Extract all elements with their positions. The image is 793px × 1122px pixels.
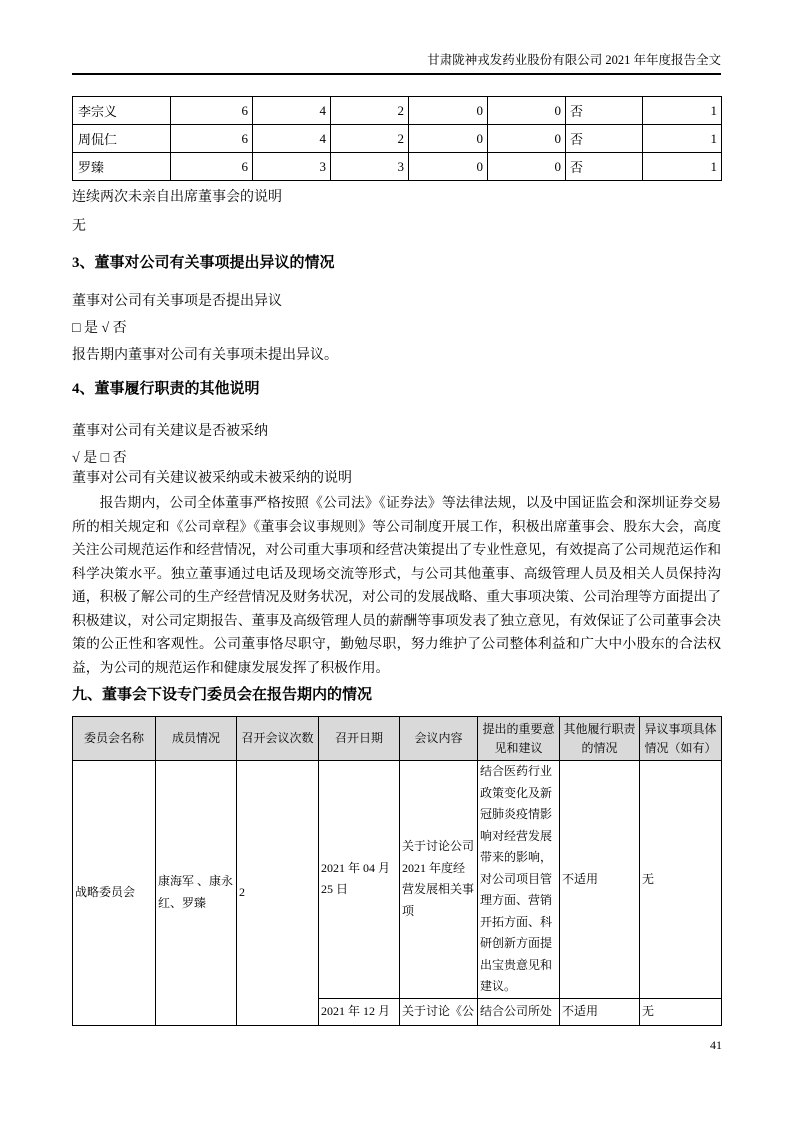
document-header-title: 甘肃陇神戎发药业股份有限公司 2021 年年度报告全文 [72,52,721,75]
committee-header-cell: 召开日期 [319,717,400,761]
section-heading-objection: 3、董事对公司有关事项提出异议的情况 [72,255,335,271]
attendance-cell: 4 [253,97,331,125]
meeting-opinions-cell: 结合医药行业政策变化及新冠肺炎疫情影响对经营发展带来的影响，对公司项目管理方面、营销开拓方面、科研创新方面提出宝贵意见和建议。 [478,761,560,999]
objection-checkbox-line: □ 是 √ 否 [72,321,127,336]
committee-members-cell: 康海军 、康永红、罗臻 [156,761,237,1026]
attendance-cell: 4 [253,125,331,153]
attendance-cell: 0 [488,153,566,181]
committee-header-cell: 召开会议次数 [237,717,319,761]
meeting-objection-cell: 无 [640,998,722,1025]
meeting-opinions-cell: 结合公司所处 [478,998,560,1025]
absence-note-label: 连续两次未亲自出席董事会的说明 [72,190,282,205]
meeting-content-cell: 关于讨论《公 [400,998,478,1025]
objection-statement: 报告期内董事对公司有关事项未提出异议。 [72,348,338,363]
table-row [73,125,722,153]
page-content [72,0,721,1026]
committee-name-cell: 战略委员会 [73,761,156,1026]
attendance-cell: 6 [171,153,253,181]
attendance-table [72,96,722,181]
attendance-cell: 2 [331,97,409,125]
page-number: 41 [710,1038,722,1052]
attendance-cell: 1 [643,97,722,125]
committee-header-cell: 异议事项具体情况（如有） [640,717,722,761]
committee-header-row [73,717,722,761]
meeting-date-cell: 2021 年 04 月 25 日 [319,761,400,999]
duty-checkbox-line: √ 是 □ 否 [72,451,127,466]
committee-header-cell: 提出的重要意见和建议 [478,717,560,761]
meeting-other-cell: 不适用 [560,998,640,1025]
section-heading-committee: 九、董事会下设专门委员会在报告期内的情况 [72,687,373,703]
attendance-cell: 0 [409,153,488,181]
committee-header-cell: 会议内容 [400,717,478,761]
attendance-cell: 否 [566,97,643,125]
committee-meeting-row [73,761,722,999]
attendance-cell: 0 [488,125,566,153]
attendance-cell: 0 [409,97,488,125]
committee-header-cell: 成员情况 [156,717,237,761]
duty-question: 董事对公司有关建议是否被采纳 [72,424,268,439]
table-row [73,97,722,125]
director-name-cell: 罗臻 [73,153,171,181]
meeting-content-cell: 关于讨论公司 2021 年度经营发展相关事项 [400,761,478,999]
attendance-cell: 3 [253,153,331,181]
attendance-cell: 1 [643,125,722,153]
meeting-count-cell: 2 [237,761,319,1026]
attendance-cell: 0 [488,97,566,125]
attendance-cell: 6 [171,125,253,153]
attendance-cell: 否 [566,153,643,181]
attendance-cell: 3 [331,153,409,181]
director-name-cell: 周侃仁 [73,125,171,153]
director-name-cell: 李宗义 [73,97,171,125]
duty-paragraph: 报告期内，公司全体董事严格按照《公司法》《证券法》等法律法规，以及中国证监会和深圳证券交易所的相关规定和《公司章程》《董事会议事规则》等公司制度开展工作，积极出席董事会、股东大会，高度关注公司规范运作和经营情况，对公司重大事项和经营决策提出了专业性意见，有效提高了公司规范运作和科学决策水平。独立董事通过电话及现场交流等形式，与公司其他董事、高级管理人员及相关人员保持沟通，积极了解公司的生产经营情况及财务状况，对公司的发展战略、重大事项决策、公司治理等方面提出了积极建议，对公司定期报告、董事及高级管理人员的薪酬等事项发表了独立意见，有效保证了公司董事会决策的公正性和客观性。公司董事恪尽职守，勤勉尽职，努力维护了公司整体利益和广大中小股东的合法权益，为公司的规范运作和健康发展发挥了积极作用。 [72,495,721,675]
section-heading-duty: 4、董事履行职责的其他说明 [72,381,260,397]
attendance-cell: 0 [409,125,488,153]
attendance-cell: 2 [331,125,409,153]
attendance-cell: 1 [643,153,722,181]
absence-note-value: 无 [72,219,86,234]
duty-sub-label: 董事对公司有关建议被采纳或未被采纳的说明 [72,471,352,486]
meeting-date-cell: 2021 年 12 月 [319,998,400,1025]
committee-table [72,716,722,1026]
meeting-objection-cell: 无 [640,761,722,999]
attendance-cell: 否 [566,125,643,153]
committee-header-cell: 委员会名称 [73,717,156,761]
committee-header-cell: 其他履行职责的情况 [560,717,640,761]
attendance-cell: 6 [171,97,253,125]
objection-question: 董事对公司有关事项是否提出异议 [72,294,282,309]
table-row [73,153,722,181]
meeting-other-cell: 不适用 [560,761,640,999]
